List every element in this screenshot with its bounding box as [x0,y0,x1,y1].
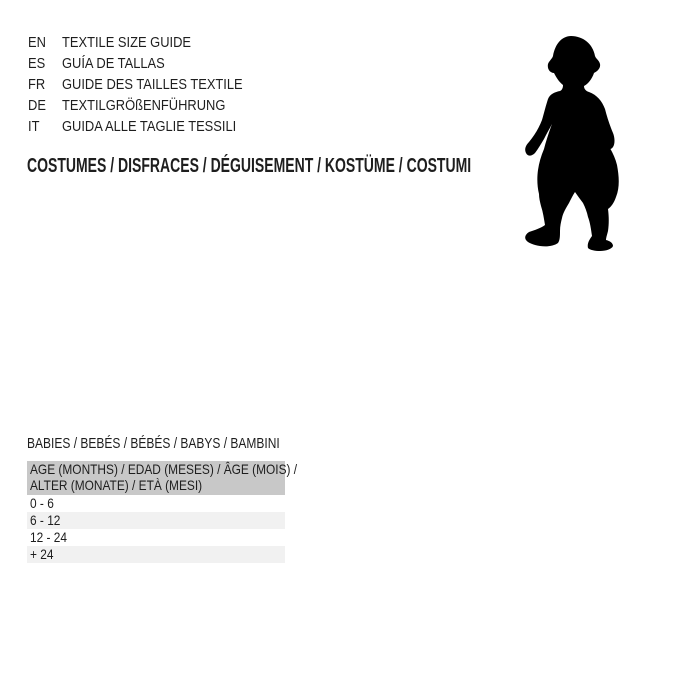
age-range-value: + 24 [30,546,54,562]
language-code: EN [28,34,46,51]
age-range-value: 12 - 24 [30,529,68,545]
size-table-header [27,461,298,495]
table-row [27,512,285,529]
size-table-header-line-2: ALTER (MONATE) / ETÀ (MESI) [30,477,203,493]
babies-size-table [27,461,298,563]
language-label: TEXTILGRÖßENFÜHRUNG [62,97,226,114]
age-range-value: 0 - 6 [30,495,54,511]
babies-section-title [27,435,343,453]
language-label: GUIDA ALLE TAGLIE TESSILI [62,118,237,135]
babies-section-title-text: BABIES / BEBÉS / BÉBÉS / BABYS / BAMBINI [27,435,280,452]
category-title-text: COSTUMES / DISFRACES / DÉGUISEMENT / KOSTÜME / COSTUMI [27,155,472,177]
table-row [27,529,285,546]
baby-silhouette-figure [510,25,630,260]
table-row [27,546,285,563]
baby-silhouette-path [525,36,619,251]
language-code: DE [28,97,46,114]
language-label: GUÍA DE TALLAS [62,55,165,72]
size-table-header-line-1: AGE (MONTHS) / EDAD (MESES) / ÂGE (MOIS) / [30,461,298,477]
language-code: ES [28,55,46,72]
language-label: GUIDE DES TAILLES TEXTILE [62,76,243,93]
language-code: FR [28,76,46,93]
language-code: IT [28,118,40,135]
age-range-value: 6 - 12 [30,512,61,528]
baby-silhouette-icon [510,25,630,260]
language-label: TEXTILE SIZE GUIDE [62,34,192,51]
table-row [27,495,285,512]
